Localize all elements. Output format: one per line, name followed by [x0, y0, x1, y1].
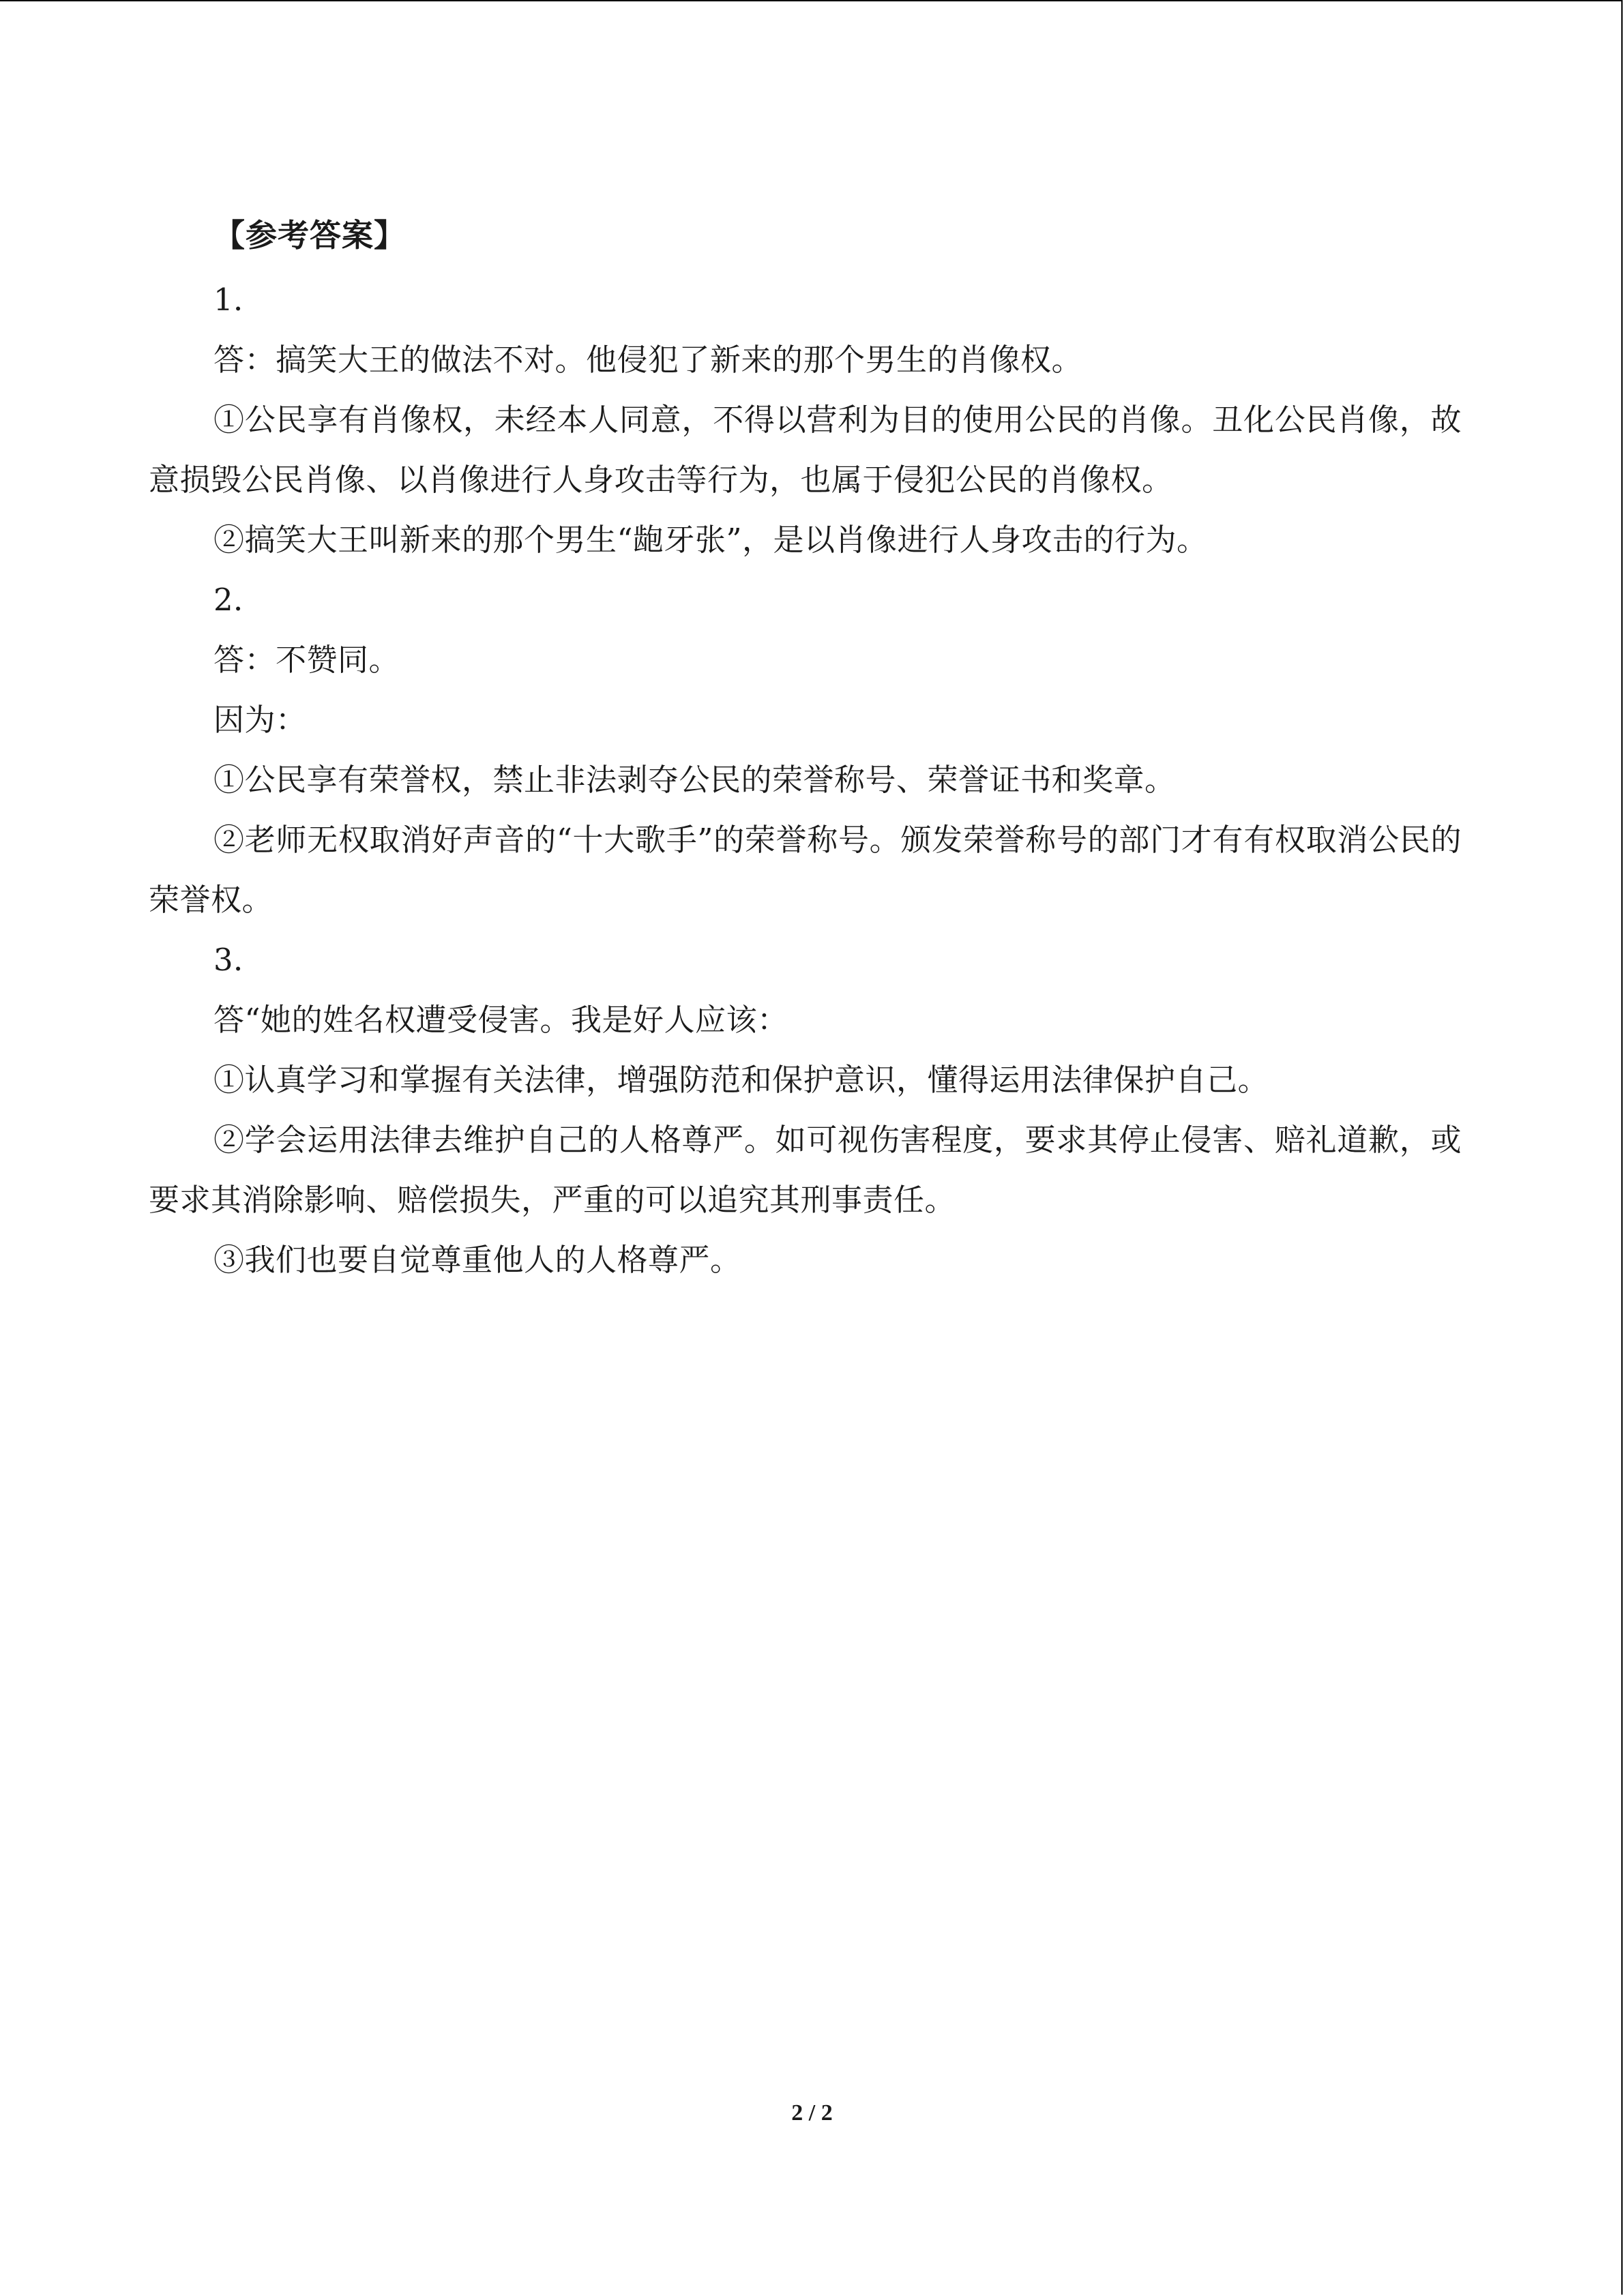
page-number: 2 / 2 — [791, 2100, 833, 2126]
answer-2-point-1: ①公民享有荣誉权，禁止非法剥夺公民的荣誉称号、荣誉证书和奖章。 — [213, 762, 1176, 798]
answer-2-reason-label: 因为： — [213, 702, 307, 738]
answer-1-point-2: ②搞笑大王叫新来的那个男生“龅牙张”，是以肖像进行人身攻击的行为。 — [213, 522, 1208, 558]
answer-2-point-2: ②老师无权取消好声音的“十大歌手”的荣誉称号。颁发荣誉称号的部门才有有权取消公民的荣誉权。 — [149, 822, 1462, 918]
question-number-2: 2． — [213, 582, 265, 618]
answer-3-point-2: ②学会运用法律去维护自己的人格尊严。如可视伤害程度，要求其停止侵害、赔礼道歉，或要求其消除影响、赔偿损失，严重的可以追究其刑事责任。 — [149, 1122, 1462, 1218]
answer-3-point-3: ③我们也要自觉尊重他人的人格尊严。 — [213, 1242, 741, 1278]
answer-3-point-1: ①认真学习和掌握有关法律，增强防范和保护意识，懂得运用法律保护自己。 — [213, 1062, 1269, 1098]
answer-2-summary: 答：不赞同。 — [213, 642, 400, 678]
document-body — [149, 210, 1462, 1290]
answer-3-summary: 答“她的姓名权遭受侵害。我是好人应该： — [213, 1002, 788, 1038]
answer-heading: 【参考答案】 — [213, 217, 406, 254]
answer-1-summary: 答：搞笑大王的做法不对。他侵犯了新来的那个男生的肖像权。 — [213, 342, 1083, 378]
question-number-3: 3． — [213, 942, 265, 978]
question-number-1: 1． — [213, 282, 265, 318]
answer-1-point-1: ①公民享有肖像权，未经本人同意，不得以营利为目的使用公民的肖像。丑化公民肖像，故意损毁公民肖像、以肖像进行人身攻击等行为，也属于侵犯公民的肖像权。 — [149, 402, 1462, 498]
